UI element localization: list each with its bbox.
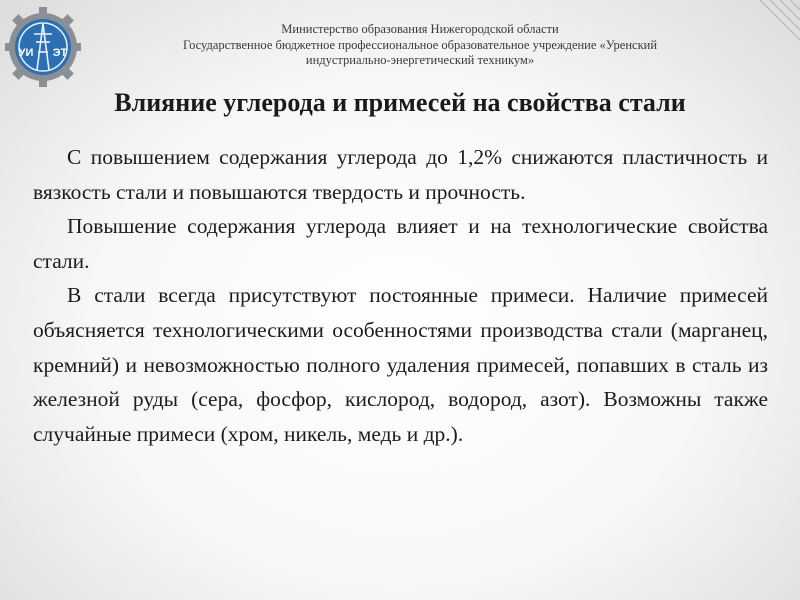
header-ministry: Министерство образования Нижегородской области [281,22,559,36]
paragraph-carbon-effect: С повышением содержания углерода до 1,2% снижаются пластичность и вязкость стали и повышаются твердость и прочность. [33,145,768,204]
logo-text-right: ЭТ [52,47,68,59]
slide-body [33,140,768,451]
corner-decoration [760,0,800,90]
header-institution-line1: Государственное бюджетное профессиональное образовательное учреждение «Уренский [182,37,658,52]
logo-text-left: УИ [18,47,34,59]
college-logo-icon [4,4,82,90]
slide-title: Влияние углерода и примесей на свойства стали [114,88,686,117]
paragraph-impurities: В стали всегда присутствуют постоянные примеси. Наличие примесей объясняется технологическими особенностями производства стали (марганец, кремний) и невозможностью полного удаления примесей, попавших в сталь из железной руды (сера, фосфор, кислород, водород, азот). Возможны также случайные примеси (хром, никель, медь и др.). [33,283,768,446]
institution-header [120,22,720,69]
paragraph-technological-properties: Повышение содержания углерода влияет и на технологические свойства стали. [33,214,768,273]
header-institution-line2: индустриально-энергетический техникум» [305,53,535,67]
